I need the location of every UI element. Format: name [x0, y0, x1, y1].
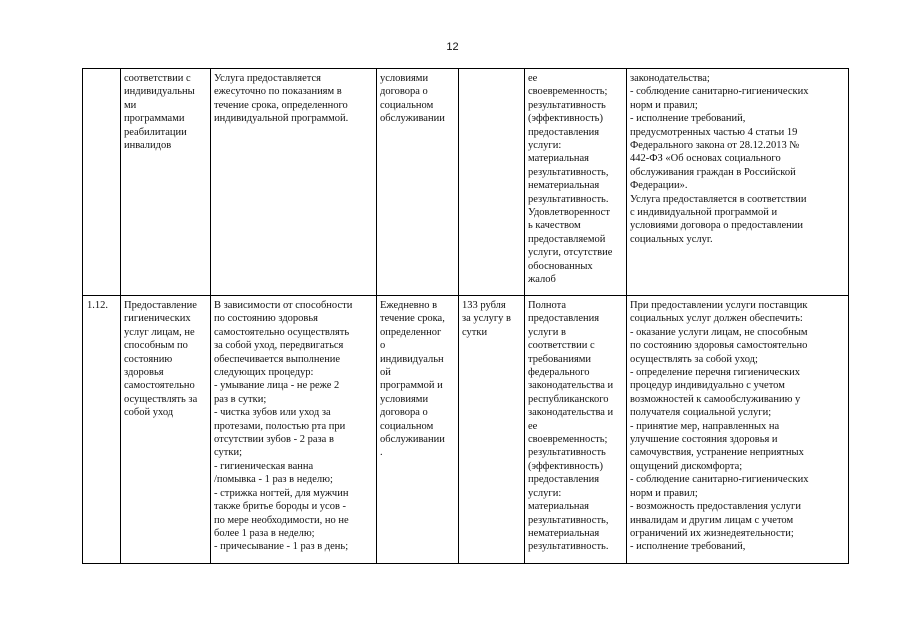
- page-number: 12: [446, 41, 459, 53]
- service-name-cell: соответствии с индивидуальны ми программами реабилитации инвалидов: [121, 69, 211, 296]
- service-description-cell: Услуга предоставляется ежесуточно по показаниям в течение срока, определенного индивидуальной программой.: [211, 69, 377, 296]
- service-quality-cell: ее своевременность; результативность (эффективность) предоставления услуги: материальная результативность, нематериальная результативность. Удовлетворенност ь качеством предоставляемой услуги, отсутствие обоснованных жалоб: [525, 69, 627, 296]
- services-table: [82, 68, 849, 564]
- service-period-cell: Ежедневно в течение срока, определенног о индивидуальн ой программой и условиями договора о социальном обслуживании .: [377, 296, 459, 564]
- service-conditions-cell: законодательства; - соблюдение санитарно-гигиенических норм и правил; - исполнение требований, предусмотренных частью 4 статьи 19 Федерального закона от 28.12.2013 № 442-ФЗ «Об основах социального обслуживания граждан в Российской Федерации». Услуга предоставляется в соответствии с индивидуальной программой и условиями договора о предоставлении социальных услуг.: [627, 69, 849, 296]
- row-number-cell: 1.12.: [83, 296, 121, 564]
- service-cost-cell: [459, 69, 525, 296]
- table-row: [83, 69, 849, 296]
- service-description-cell: В зависимости от способности по состоянию здоровья самостоятельно осуществлять за собой уход, передвигаться обеспечивается выполнение следующих процедур: - умывание лица - не реже 2 раз в сутки; - чистка зубов или уход за протезами, полостью рта при отсутствии зубов - 2 раза в сутки; - гигиеническая ванна /помывка - 1 раз в неделю; - стрижка ногтей, для мужчин также бритье бороды и усов - по мере необходимости, но не более 1 раза в неделю; - причесывание - 1 раз в день;: [211, 296, 377, 564]
- table-row: [83, 296, 849, 564]
- service-cost-cell: 133 рубля за услугу в сутки: [459, 296, 525, 564]
- service-conditions-cell: При предоставлении услуги поставщик социальных услуг должен обеспечить: - оказание услуги лицам, не способным по состоянию здоровья самостоятельно осуществлять за собой уход; - определение перечня гигиенических процедур индивидуально с учетом возможностей к самообслуживанию у получателя социальной услуги; - принятие мер, направленных на улучшение состояния здоровья и самочувствия, устранение неприятных ощущений дискомфорта; - соблюдение санитарно-гигиенических норм и правил; - возможность предоставления услуги инвалидам и другим лицам с учетом ограничений их жизнедеятельности; - исполнение требований,: [627, 296, 849, 564]
- row-number-cell: [83, 69, 121, 296]
- service-period-cell: условиями договора о социальном обслуживании: [377, 69, 459, 296]
- service-quality-cell: Полнота предоставления услуги в соответствии с требованиями федерального законодательства и республиканского законодательства и ее своевременность; результативность (эффективность) предоставления услуги: материальная результативность, нематериальная результативность.: [525, 296, 627, 564]
- service-name-cell: Предоставление гигиенических услуг лицам, не способным по состоянию здоровья самостоятельно осуществлять за собой уход: [121, 296, 211, 564]
